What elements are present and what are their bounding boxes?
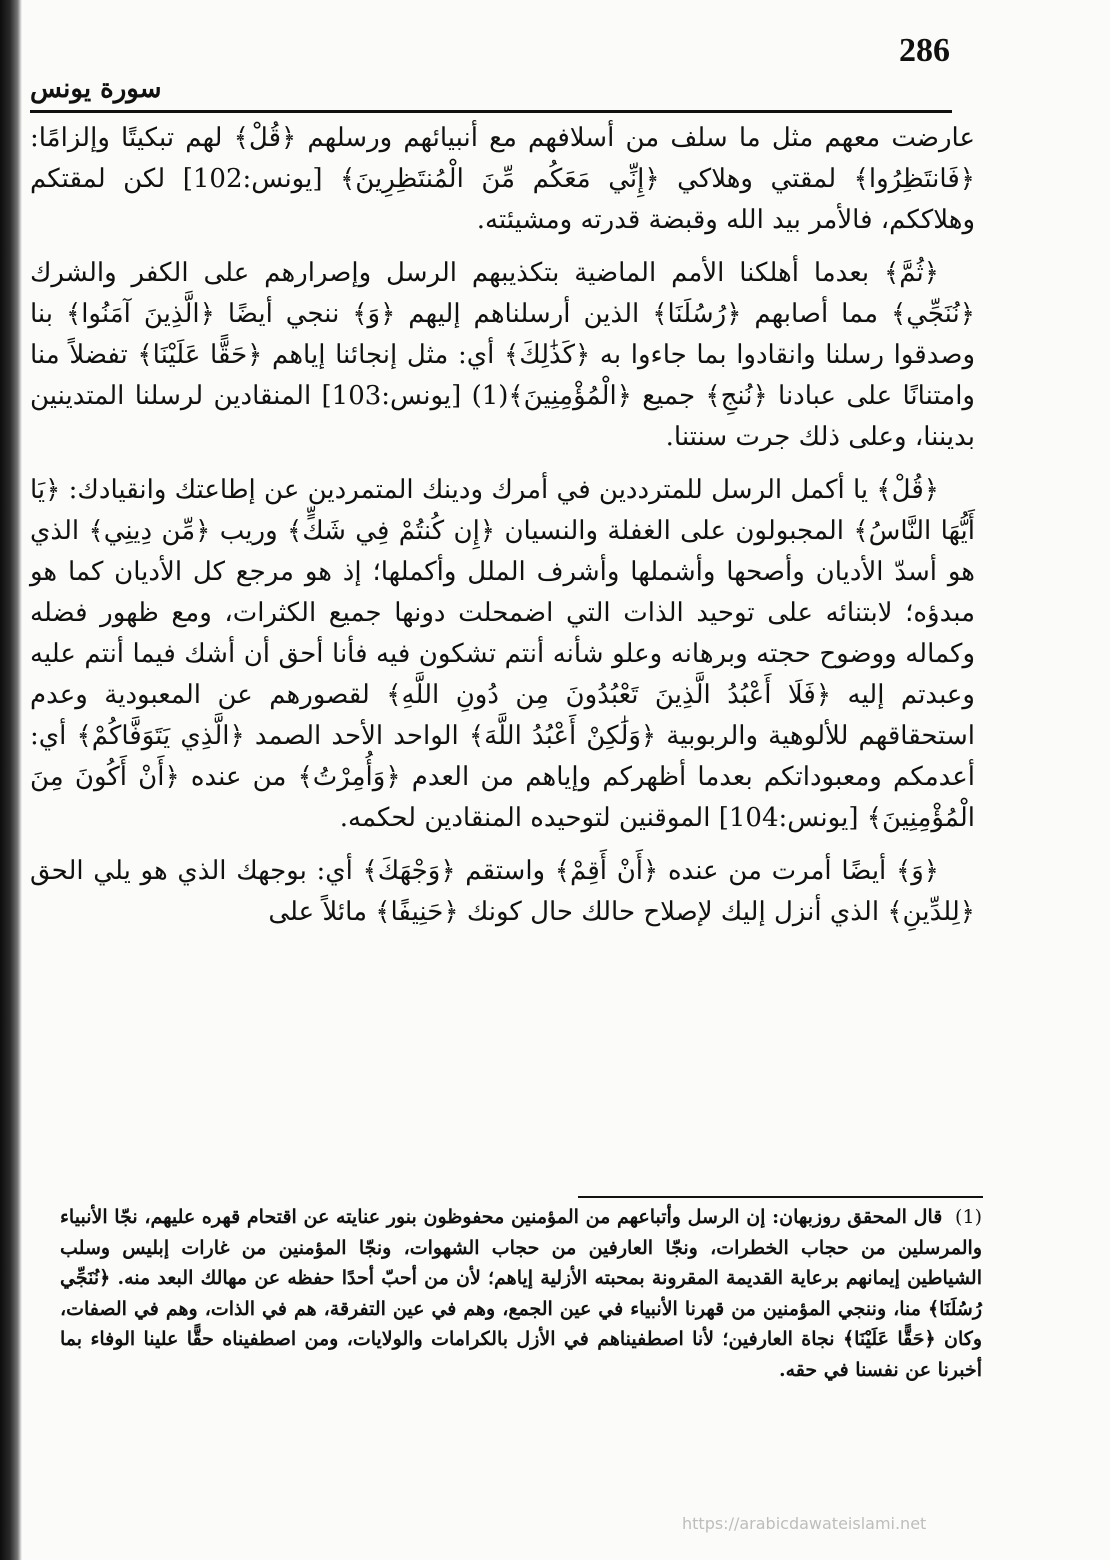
paragraph-2: ﴿ثُمَّ﴾ بعدما أهلكنا الأمم الماضية بتكذيبهم الرسل وإصرارهم على الكفر والشرك ﴿نُنَجِّي﴾ مما أصابهم ﴿رُسُلَنَا﴾ الذين أرسلناهم إليهم ﴿وَ﴾ ننجي أيضًا ﴿الَّذِينَ آمَنُوا﴾ بنا وصدقوا رسلنا وانقادوا بما جاءوا به ﴿كَذَٰلِكَ﴾ أي: مثل إنجائنا إياهم ﴿حَقًّا عَلَيْنَا﴾ تفضلاً منا وامتنانًا على عبادنا ﴿نُنجِ﴾ جميع ﴿الْمُؤْمِنِينَ﴾(1) [يونس:103] المنقادين لرسلنا المتدينين بديننا، وعلى ذلك جرت سنتنا. (30, 258, 975, 452)
footnote-text: قال المحقق روزبهان: إن الرسل وأتباعهم من المؤمنين محفوظون بنور عنايته عن اقتحام قهره عليهم، نجّا الأنبياء والمرسلين من حجاب الخطرات، ونجّا العارفين من حجاب الشهوات، ونجّا المؤمنين من غارات إبليس وسلب الشياطين إيمانهم برعاية القديمة المقرونة بمحبته الأزلية إياهم؛ لأن من أحبّ أحدًا حفظه عن مهالك البعد منه. ﴿نُنَجِّي رُسُلَنَا﴾ منا، وننجي المؤمنين من قهرنا الأنبياء في عين الجمع، وهم في عين التفرقة، هم في الذات، وهم في الصفات، وكان ﴿حَقًّا عَلَيْنَا﴾ نجاة العارفين؛ لأنا اصطفيناهم في الأزل بالكرامات والولايات، ومن اصطفيناه حقًّا علينا الوفاء بما أخبرنا عن نفسنا في حقه. (60, 1206, 982, 1381)
footnotes (60, 1202, 982, 1385)
surah-running-title: سورة يونس (30, 74, 162, 104)
watermark-url: https://arabicdawateislami.net (682, 1514, 927, 1533)
paragraph-4: ﴿وَ﴾ أيضًا أمرت من عنده ﴿أَنْ أَقِمْ﴾ واستقم ﴿وَجْهَكَ﴾ أي: بوجهك الذي هو يلي الحق ﴿لِلدِّينِ﴾ الذي أنزل إليك لإصلاح حالك حال كونك ﴿حَنِيفًا﴾ مائلاً على (30, 856, 975, 927)
scan-dark-edge (0, 0, 22, 1560)
header-rule (30, 110, 952, 113)
paragraph-3: ﴿قُلْ﴾ يا أكمل الرسل للمترددين في أمرك ودينك المتمردين عن إطاعتك وانقيادك: ﴿يَا أَيُّهَا النَّاسُ﴾ المجبولون على الغفلة والنسيان ﴿إِن كُنتُمْ فِي شَكٍّ﴾ وريب ﴿مِّن دِينِي﴾ الذي هو أسدّ الأديان وأصحها وأشملها وأشرف الملل وأكملها؛ إذ هو مرجع كل الأديان كما هو مبدؤه؛ لابتنائه على توحيد الذات التي اضمحلت دونها جميع الكثرات، ومع ظهور فضله وكماله ووضوح حجته وبرهانه وعلو شأنه أنتم تشكون فيه فأنا أحق أن أشك فيما أنتم عليه وعبدتم إليه ﴿فَلَا أَعْبُدُ الَّذِينَ تَعْبُدُونَ مِن دُونِ اللَّهِ﴾ لقصورهم عن المعبودية وعدم استحقاقهم للألوهية والربوبية ﴿وَلَٰكِنْ أَعْبُدُ اللَّهَ﴾ الواحد الأحد الصمد ﴿الَّذِي يَتَوَفَّاكُمْ﴾ أي: أعدمكم ومعبوداتكم بعدما أظهركم وإياهم من العدم ﴿وَأُمِرْتُ﴾ من عنده ﴿أَنْ أَكُونَ مِنَ الْمُؤْمِنِينَ﴾ [يونس:104] الموقنين لتوحيده المنقادين لحكمه. (30, 475, 975, 833)
page-number: 286 (899, 32, 950, 69)
paragraph-1: عارضت معهم مثل ما سلف من أسلافهم مع أنبيائهم ورسلهم ﴿قُلْ﴾ لهم تبكيتًا وإلزامًا: ﴿فَانتَظِرُوا﴾ لمقتي وهلاكي ﴿إِنِّي مَعَكُم مِّنَ الْمُنتَظِرِينَ﴾ [يونس:102] لكن لمقتكم وهلاككم، فالأمر بيد الله وقبضة قدرته ومشيئته. (30, 123, 976, 235)
main-text (30, 118, 975, 945)
footnote-marker: (1) (955, 1206, 982, 1228)
page-header (30, 30, 950, 110)
footnote-1 (60, 1202, 982, 1385)
footnote-rule (578, 1196, 983, 1198)
